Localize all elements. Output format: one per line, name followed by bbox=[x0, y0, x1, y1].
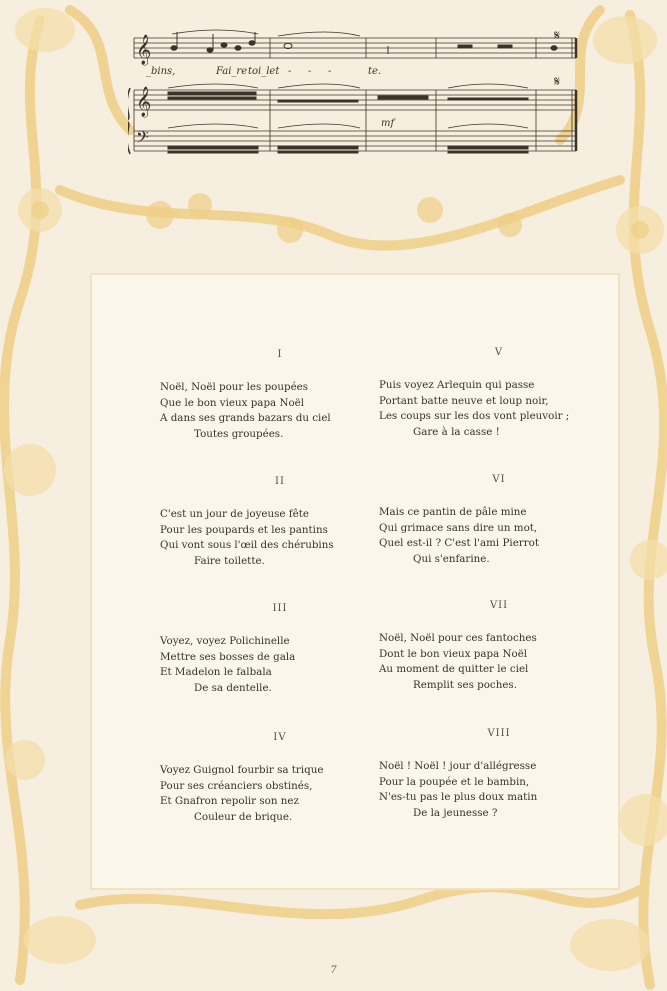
stanza-4 bbox=[160, 732, 400, 826]
verse-line: Et Gnafron repolir son nez bbox=[160, 795, 299, 808]
verse-line: Pour ses créanciers obstinés, bbox=[160, 779, 313, 792]
verse-line: Les coups sur les dos vont pleuvoir ; bbox=[379, 410, 570, 423]
verse-line: Quel est-il ? C'est l'ami Pierrot bbox=[379, 537, 539, 550]
dynamic-marking: mf bbox=[381, 118, 395, 129]
verse-line: Voyez, voyez Polichinelle bbox=[160, 635, 290, 647]
lyric-syllable: _bins, bbox=[146, 66, 176, 77]
verse-line: A dans ses grands bazars du ciel bbox=[160, 412, 331, 425]
stanza-number: VII bbox=[489, 600, 509, 611]
verse-line: Que le bon vieux papa Noël bbox=[160, 396, 305, 409]
music-score bbox=[128, 28, 588, 178]
verse-line: Noël, Noël pour les poupées bbox=[160, 381, 309, 393]
stanza-3 bbox=[160, 603, 400, 697]
verse-line: N'es-tu pas le plus doux matin bbox=[379, 791, 538, 804]
stanza-5 bbox=[379, 347, 619, 441]
stanza-number: IV bbox=[273, 732, 287, 743]
stanza-7 bbox=[379, 600, 619, 694]
lyric-syllable: toi_let bbox=[248, 66, 280, 77]
lyric-syllable: Fai_re bbox=[216, 66, 248, 77]
verse-line: Pour les poupards et les pantins bbox=[160, 523, 328, 536]
lyrics-panel bbox=[90, 273, 620, 890]
verse-line: Qui s'enfarine. bbox=[413, 553, 490, 566]
svg-text:-: - bbox=[308, 66, 312, 77]
stanza-number: III bbox=[272, 603, 288, 614]
verse-line: Couleur de brique. bbox=[194, 811, 293, 824]
verse-line: Pour la poupée et le bambin, bbox=[379, 775, 530, 788]
verse-line: Remplit ses poches. bbox=[413, 679, 517, 692]
stanza-number: VI bbox=[492, 474, 506, 485]
lyric-syllable: te. bbox=[368, 66, 382, 77]
verse-line: Qui grimace sans dire un mot, bbox=[379, 521, 538, 534]
stanza-number: VIII bbox=[487, 728, 511, 739]
verse-line: Mais ce pantin de pâle mine bbox=[379, 506, 527, 518]
segno-sign: 𝄋 bbox=[554, 28, 561, 44]
verse-line: Puis voyez Arlequin qui passe bbox=[379, 379, 535, 391]
stanza-number: I bbox=[277, 349, 283, 360]
verse-line: Portant batte neuve et loup noir, bbox=[379, 394, 549, 407]
verse-line: Noël, Noël pour ces fantoches bbox=[379, 632, 537, 644]
svg-text:-: - bbox=[328, 66, 332, 77]
verse-line: De la jeunesse ? bbox=[413, 807, 498, 820]
verse-line: Faire toilette. bbox=[194, 555, 265, 568]
verse-line: Toutes groupées. bbox=[194, 428, 284, 441]
segno-sign: 𝄋 bbox=[554, 74, 561, 90]
stanza-2 bbox=[160, 476, 400, 570]
stanza-1 bbox=[160, 349, 400, 443]
stanza-6 bbox=[379, 474, 619, 568]
page-number: 7 bbox=[330, 965, 337, 976]
stanza-number: II bbox=[275, 476, 285, 487]
verse-line: Voyez Guignol fourbir sa trique bbox=[160, 764, 324, 776]
stanza-8 bbox=[379, 728, 619, 822]
verse-line: Noël ! Noël ! jour d'allégresse bbox=[379, 760, 537, 772]
svg-text:-: - bbox=[288, 66, 292, 77]
svg-text:𝄞: 𝄞 bbox=[136, 35, 152, 65]
svg-text:𝄞: 𝄞 bbox=[136, 87, 152, 117]
verse-line: Mettre ses bosses de gala bbox=[160, 650, 296, 663]
verse-line: Gare à la casse ! bbox=[413, 426, 500, 439]
verse-line: Qui vont sous l'œil des chérubins bbox=[160, 539, 334, 552]
verse-line: C'est un jour de joyeuse fête bbox=[160, 508, 309, 520]
verse-line: De sa dentelle. bbox=[194, 682, 272, 695]
verse-line: Au moment de quitter le ciel bbox=[379, 663, 529, 676]
stanza-number: V bbox=[494, 347, 504, 358]
verse-line: Dont le bon vieux papa Noël bbox=[379, 647, 528, 660]
svg-text:𝄢: 𝄢 bbox=[136, 127, 149, 151]
verse-line: Et Madelon le falbala bbox=[160, 666, 272, 679]
